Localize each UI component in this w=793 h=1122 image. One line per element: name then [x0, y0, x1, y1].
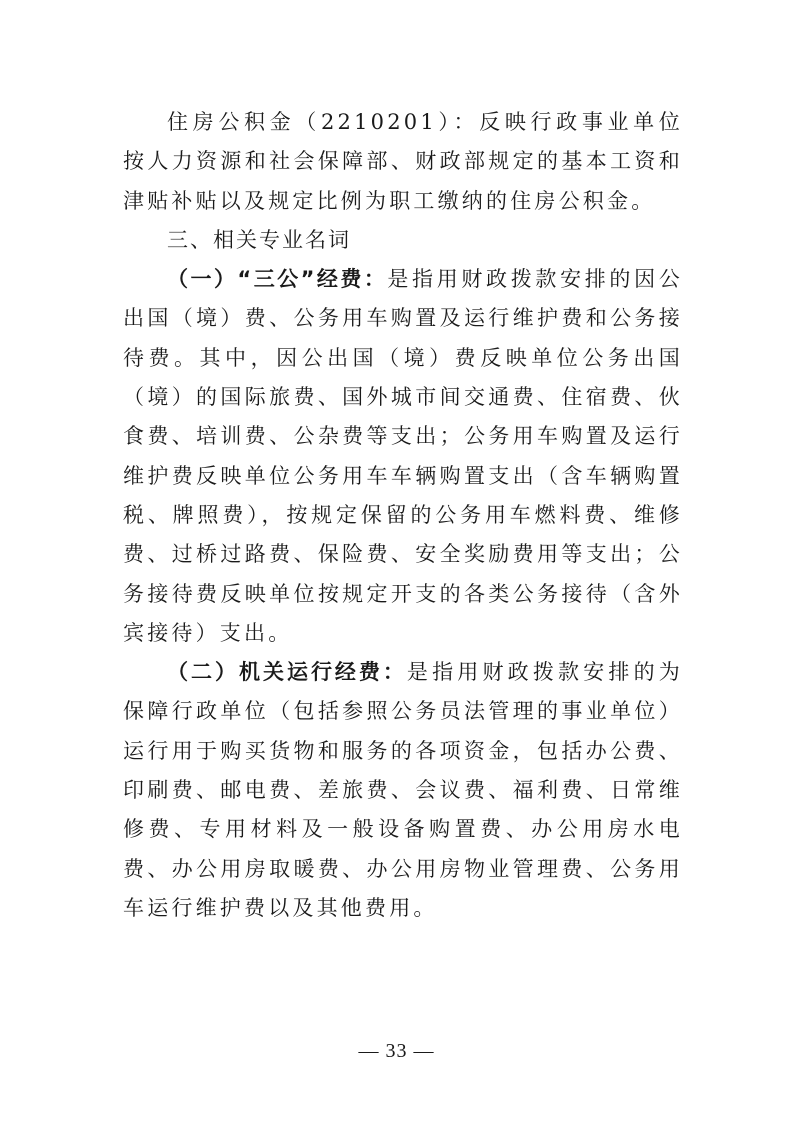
section-heading: 三、相关专业名词: [167, 227, 351, 252]
paragraph-housing-fund-text: 住房公积金（2210201）：反映行政事业单位按人力资源和社会保障部、财政部规定的基本工资和津贴补贴以及规定比例为职工缴纳的住房公积金。: [123, 110, 683, 213]
body-text: [123, 103, 683, 928]
paragraph-housing-fund: [123, 103, 683, 221]
paragraph-three-public-expenses: [123, 260, 683, 653]
term-three-public-expenses: （一）“三公”经费：: [167, 267, 388, 292]
paragraph-operating-costs-text: 是指用财政拨款安排的为保障行政单位（包括参照公务员法管理的事业单位）运行用于购买货物和服务的各项资金，包括办公费、印刷费、邮电费、差旅费、会议费、福利费、日常维修费、专用材料及一般设备购置费、办公用房水电费、办公用房取暖费、办公用房物业管理费、公务用车运行维护费以及其他费用。: [123, 660, 684, 920]
paragraph-operating-costs: [123, 653, 683, 928]
paragraph-three-public-expenses-text: 是指用财政拨款安排的因公出国（境）费、公务用车购置及运行维护费和公务接待费。其中，因公出国（境）费反映单位公务出国（境）的国际旅费、国外城市间交通费、住宿费、伙食费、培训费、公杂费等支出；公务用车购置及运行维护费反映单位公务用车车辆购置支出（含车辆购置税、牌照费），按规定保留的公务用车燃料费、维修费、过桥过路费、保险费、安全奖励费用等支出；公务接待费反映单位按规定开支的各类公务接待（含外宾接待）支出。: [123, 267, 683, 645]
page-number: — 33 —: [358, 1040, 435, 1062]
term-operating-costs: （二）机关运行经费：: [167, 660, 407, 685]
